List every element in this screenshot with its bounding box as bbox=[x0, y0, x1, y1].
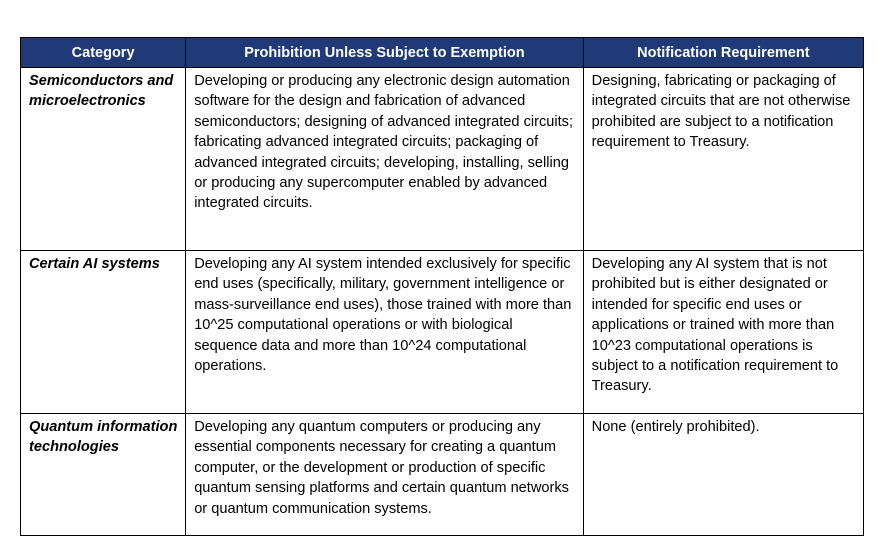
table-header-row bbox=[21, 38, 864, 68]
header-category: Category bbox=[21, 38, 186, 68]
header-notification: Notification Requirement bbox=[583, 38, 863, 68]
notification-cell: None (entirely prohibited). bbox=[583, 414, 863, 536]
category-cell: Quantum information technologies bbox=[21, 414, 186, 536]
category-cell: Certain AI systems bbox=[21, 251, 186, 414]
prohibition-cell: Developing any quantum computers or producing any essential components necessary for creating a quantum computer, or the development or production of specific quantum sensing platforms and certain quantum networks or quantum communication systems. bbox=[186, 414, 583, 536]
table-row bbox=[21, 68, 864, 251]
prohibition-cell: Developing any AI system intended exclusively for specific end uses (specifically, military, government intelligence or mass-surveillance end uses), those trained with more than 10^25 computational operations or with biological sequence data and more than 10^24 computational operations. bbox=[186, 251, 583, 414]
table-row bbox=[21, 414, 864, 536]
notification-cell: Designing, fabricating or packaging of integrated circuits that are not otherwise prohibited are subject to a notification requirement to Treasury. bbox=[583, 68, 863, 251]
category-cell: Semiconductors and microelectronics bbox=[21, 68, 186, 251]
regulation-table bbox=[20, 37, 864, 536]
notification-cell: Developing any AI system that is not prohibited but is either designated or intended for specific end uses or applications or trained with more than 10^23 computational operations is subject to a notification requirement to Treasury. bbox=[583, 251, 863, 414]
table-row bbox=[21, 251, 864, 414]
header-prohibition: Prohibition Unless Subject to Exemption bbox=[186, 38, 583, 68]
prohibition-cell: Developing or producing any electronic design automation software for the design and fabrication of advanced semiconductors; designing of advanced integrated circuits; fabricating advanced integrated circuits; packaging of advanced integrated circuits; developing, installing, selling or producing any supercomputer enabled by advanced integrated circuits. bbox=[186, 68, 583, 251]
